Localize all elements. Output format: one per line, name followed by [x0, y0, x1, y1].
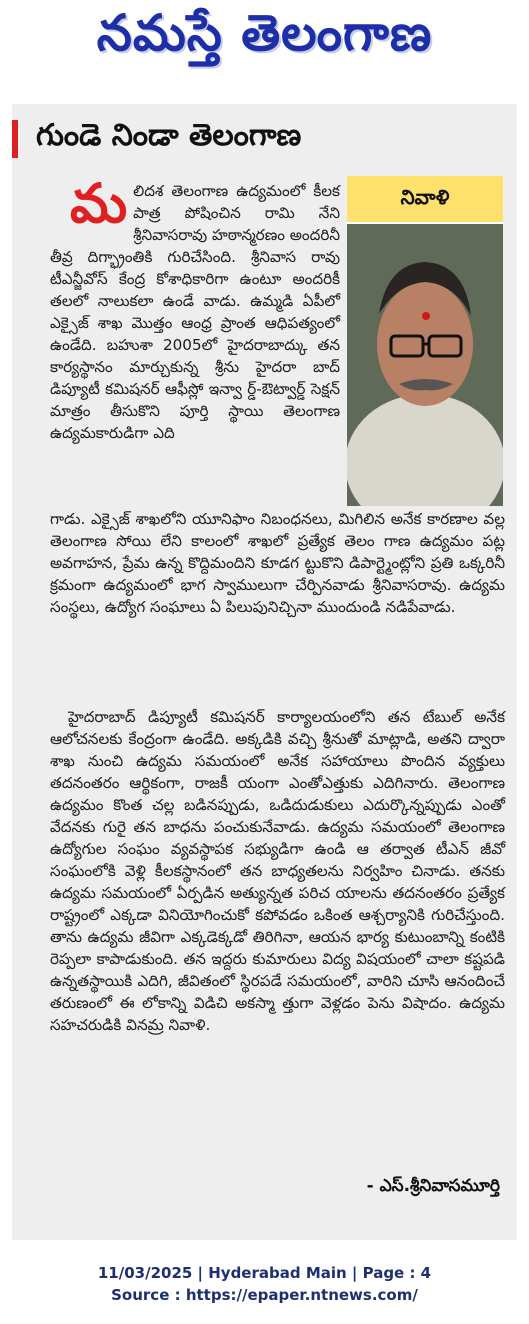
photo-box [347, 176, 503, 506]
portrait-photo [347, 224, 503, 506]
masthead [0, 0, 529, 78]
footer-date-edition: 11/03/2025 | Hyderabad Main | Page : 4 [97, 1264, 432, 1282]
footer-source-link[interactable]: Source : https://epaper.ntnews.com/ [111, 1286, 418, 1304]
dropcap: మ [70, 172, 128, 235]
masthead-title: నమస్తే తెలంగాణ [96, 3, 433, 62]
article-headline: గుండె నిండా తెలంగాణ [36, 118, 302, 153]
page-footer [0, 1262, 529, 1306]
author-signature: - ఎస్.శ్రీనివాసమూర్తి [366, 1176, 500, 1196]
article-paragraph-1 [50, 172, 341, 444]
portrait-image [347, 224, 503, 506]
paragraph-1-text: లిదశ తెలంగాణ ఉద్యమంలో కీలక పాత్ర పోషించిన రామి నేని శ్రీనివాసరావు హఠాన్మరణం అందరినీ తీవ్ర దిగ్భ్రాంతికి గురిచేసింది. శ్రీనివాస రావు టీఎన్జీవోస్ కేంద్ర కోశాధికారిగా ఉంటూ అందరికీ తలలో నాలుకలా ఉండే వాడు. ఉమ్మడి ఏపీలో ఎక్సైజ్ శాఖ మొత్తం ఆంధ్ర ప్రాంత ఆధిపత్యంలో ఉండేది. బహుశా 2005లో హైదరాబాద్కు తన కార్యస్థానం మార్చుకున్న శ్రీను హైదరా బాద్ డిప్యూటీ కమిషనర్ ఆఫీస్లో ఇన్వా ర్డ్-ఔట్వార్డ్ సెక్షన్ మాత్రం తీసుకొని పూర్తి స్థాయి తెలంగాణ ఉద్యమకారుడిగా ఎది [50, 182, 341, 442]
article-paragraph-1-continued: గాడు. ఎక్సైజ్ శాఖలోని యూనిఫాం నిబంధనలు, మిగిలిన అనేక కారణాల వల్ల తెలంగాణ సోయి లేని కాలంలో శాఖలో ప్రత్యేక తెలం గాణ ఉద్యమం పట్ల అవగాహన, ప్రేమ ఉన్న కొద్దిమందిని కూడగ ట్టుకొని డిపార్ట్మెంట్లోని ప్రతి ఒక్కరినీ క్రమంగా ఉద్యమంలో భాగ స్వాములుగా చేర్పినవాడు శ్రీనివాసరావు. ఉద్యమ సంస్థలు, ఉద్యోగ సంఘాలు ఏ పిలుపునిచ్చినా ముందుండి నడిపేవాడు. [50, 510, 505, 616]
photo-caption: నివాళి [347, 176, 503, 222]
article-paragraph-2: హైదరాబాద్ డిప్యూటీ కమిషనర్ కార్యాలయంలోని తన టేబుల్ అనేక ఆలోచనలకు కేంద్రంగా ఉండేది. అక్కడికి వచ్చి శ్రీనుతో మాట్లాడి, అతని ద్వారా శాఖ నుంచి ఉద్యమ సమయంలో అనేక సహాయాలు పొందిన వ్యక్తులు తదనంతరం ఆర్థికంగా, రాజకీ యంగా ఎంతోఎత్తుకు ఎదిగినారు. తెలంగాణ ఉద్యమం కొంత చల్ల బడినప్పుడు, ఒడిదుడుకులు ఎదుర్కొన్నప్పుడు ఎంతో వేదనకు గురై తన బాధను పంచుకునేవాడు. ఉద్యమ సమయంలో తెలంగాణ ఉద్యోగుల సంఘం వ్యవస్థాపక సభ్యుడిగా ఉండి ఆ తర్వాత టీఎన్ జీవో సంఘంలోకి వెళ్లి కీలకస్థానంలో తన బాధ్యతలను నిర్వహిం చినాడు. తనకు ఉద్యమ సమయంలో ఏర్పడిన అత్యున్నత పరిచ యాలను తదనంతరం ప్రత్యేక రాష్ట్రంలో ఎక్కడా వినియోగించుకో కపోవడం ఒకింత ఆశ్చర్యానికి గురిచేస్తుంది. తాను ఉద్యమ జీవిగా ఎక్కడెక్కడో తిరిగినా, ఆయన భార్య కుటుంబాన్ని కంటికి రెప్పలా కాపాడుకుంది. తన ఇద్దరు కుమారులు విద్య విషయంలో చాలా కష్టపడి ఉన్నతస్థాయికి ఎదిగి, జీవితంలో స్థిరపడే సమయంలో, వారిని చూసి ఆనందించే తరుణంలో ఈ లోకాన్ని విడిచి అకస్మా త్తుగా వెళ్లడం పెను విషాదం. ఉద్యమ సహచరుడికి వినమ్ర నివాళి. [50, 708, 505, 1034]
headline-accent-bar [12, 120, 18, 158]
